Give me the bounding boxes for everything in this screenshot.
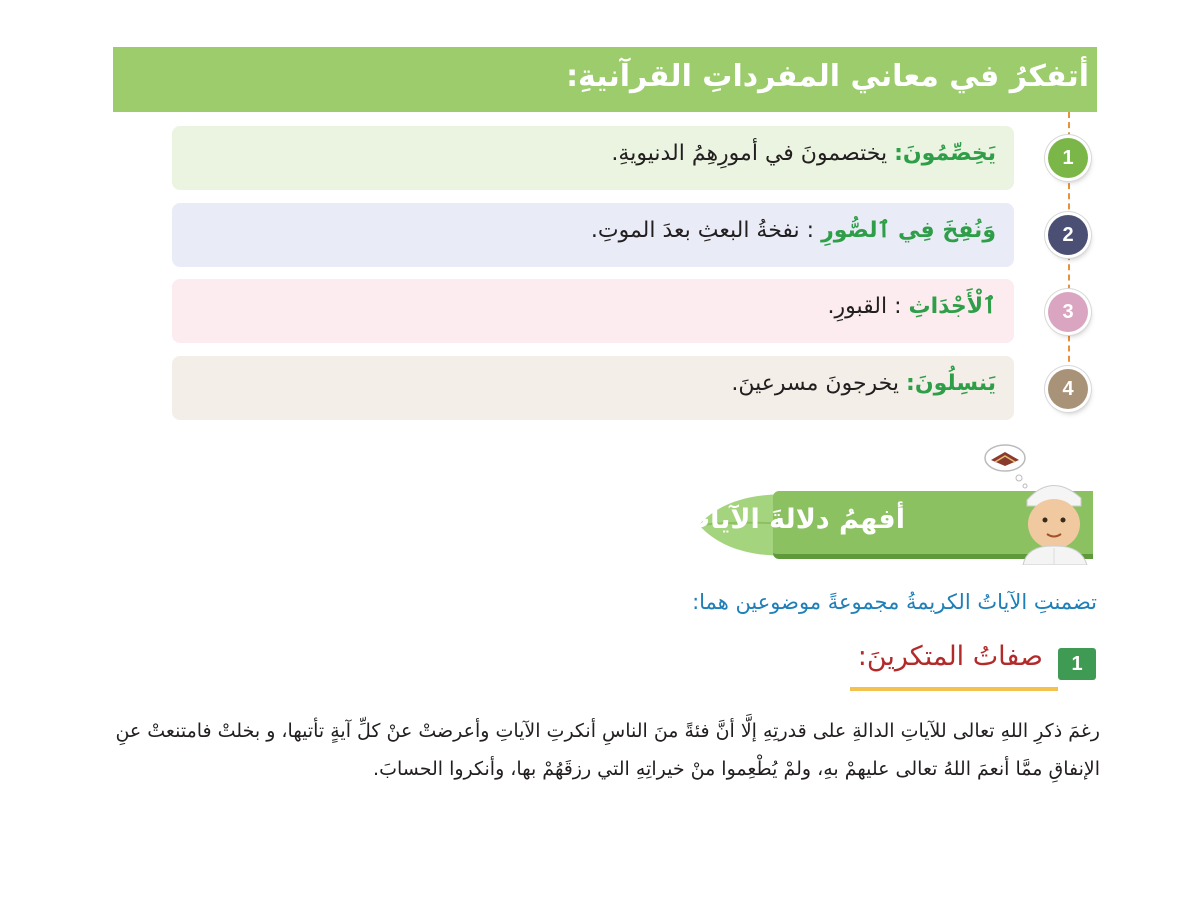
- number-badge: 2: [1048, 215, 1088, 255]
- number-badge: 4: [1048, 369, 1088, 409]
- subheading-underline: [850, 687, 1058, 691]
- number-badge: 3: [1048, 292, 1088, 332]
- section-header: [113, 47, 1097, 112]
- vocab-definition: : القبورِ.: [827, 294, 902, 319]
- subheading-number: 1: [1058, 648, 1096, 680]
- vocab-term: ٱلْأَجْدَاثِ: [908, 294, 996, 319]
- subheading: صفاتُ المتكرينَ:: [857, 641, 1043, 672]
- section-title: أتفكرُ في معاني المفرداتِ القرآنيةِ:: [566, 59, 1089, 94]
- section-banner: [683, 491, 977, 559]
- vocab-item: [172, 203, 1014, 267]
- vocab-item: [172, 126, 1014, 190]
- number-badge: 1: [1048, 138, 1088, 178]
- body-paragraph: رغمَ ذكرِ اللهِ تعالى للآياتِ الدالةِ على قدرتِهِ إلَّا أنَّ فئةً منَ الناسِ أنكرتِ الآياتِ وأعرضتْ عنْ كلِّ آيةٍ تأتيها، و بخلتْ فامتنعتْ عنِ الإنفاقِ ممَّا أنعمَ اللهُ تعالى عليهمْ بهِ، ولمْ يُطْعِموا منْ خيراتِهِ التي رزقَهُمْ بها، وأنكروا الحسابَ.: [115, 720, 1100, 780]
- vocab-term: يَخِصِّمُونَ:: [894, 141, 996, 166]
- vocab-item: [172, 356, 1014, 420]
- vocab-definition: : نفخةُ البعثِ بعدَ الموتِ.: [590, 218, 815, 243]
- vocab-item: [172, 279, 1014, 343]
- intro-text: تضمنتِ الآياتُ الكريمةُ مجموعةً موضوعين هما:: [692, 590, 1097, 614]
- vocab-definition: يخرجونَ مسرعينَ.: [731, 371, 900, 396]
- banner-title: أفهمُ دلالةَ الآياتِ: [683, 504, 905, 535]
- student-avatar-icon: [977, 440, 1097, 565]
- vocab-term: وَنُفِخَ فِي ٱلصُّورِ: [821, 218, 996, 243]
- vocab-definition: يختصمونَ في أمورِهِمُ الدنيويةِ.: [611, 141, 888, 166]
- vocab-term: يَنسِلُونَ:: [906, 371, 996, 396]
